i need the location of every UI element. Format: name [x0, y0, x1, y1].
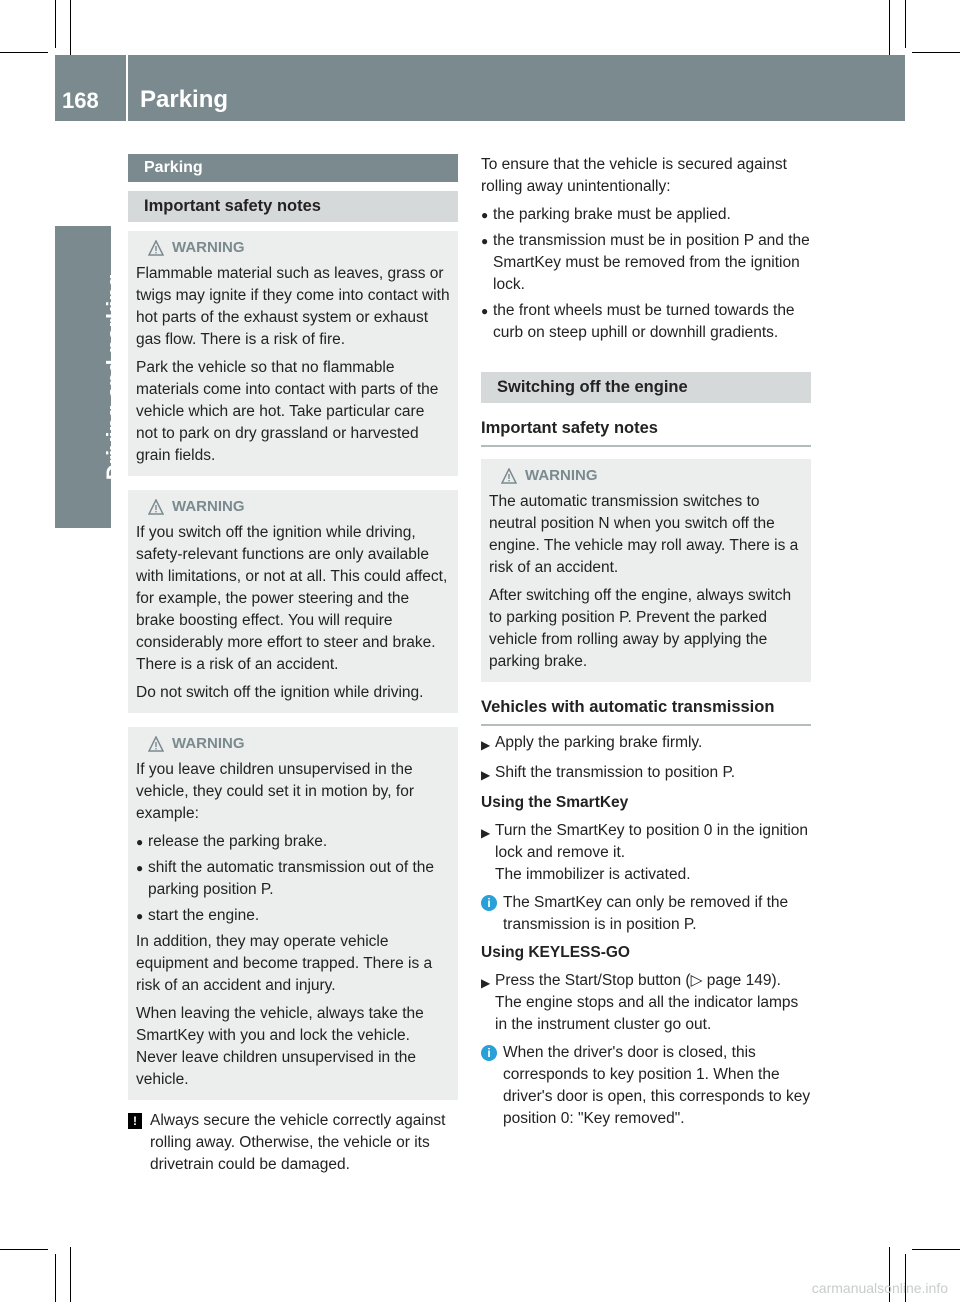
crop-mark	[70, 0, 71, 55]
warning-text: Do not switch off the ignition while driving.	[136, 684, 424, 701]
note	[128, 1110, 458, 1176]
section-bar-parking: Parking	[128, 154, 458, 182]
list-item-text: release the parking brake.	[148, 833, 328, 850]
step-arrow-icon: ▶	[481, 738, 491, 752]
step-text: Turn the SmartKey to position 0 in the ignition lock and remove it.	[495, 822, 809, 861]
subheading: Important safety notes	[481, 411, 811, 447]
list-item	[136, 857, 450, 901]
list-item	[136, 905, 450, 927]
crop-mark	[905, 0, 906, 48]
list-item	[481, 300, 811, 344]
list-item	[481, 204, 811, 226]
list-item-text: the transmission must be in position P and the SmartKey must be removed from the ignition lock.	[493, 232, 810, 293]
step-result: The immobilizer is activated.	[495, 866, 691, 883]
crop-mark	[889, 0, 890, 55]
info-icon: i	[481, 1045, 497, 1061]
warning-text: Flammable material such as leaves, grass or twigs may ignite if they come into contact with hot parts of the exhaust system or exhaust gas flow. There is a risk of fire.	[136, 265, 450, 348]
warning-header	[148, 733, 450, 755]
method-heading: Using the SmartKey	[481, 794, 629, 811]
crop-mark	[0, 52, 48, 53]
step-arrow-icon: ▶	[481, 826, 491, 840]
subsection-bar-safety: Important safety notes	[128, 191, 458, 222]
step-arrow-icon: ▶	[481, 976, 491, 990]
header-title: Parking	[140, 86, 229, 113]
warning-triangle-icon	[148, 240, 164, 256]
subheading: Vehicles with automatic transmission	[481, 690, 811, 726]
warning-box	[128, 231, 458, 476]
header-divider	[126, 55, 128, 121]
step-result: The engine stops and all the indicator lamps in the instrument cluster go out.	[495, 994, 799, 1033]
note-text: Always secure the vehicle correctly against rolling away. Otherwise, the vehicle or its drivetrain could be damaged.	[150, 1112, 446, 1173]
warning-text: The automatic transmission switches to neutral position N when you switch off the engine. The vehicle may roll away. There is a risk of an accident.	[489, 493, 799, 576]
bullet-icon: ●	[136, 861, 144, 875]
warning-text: When leaving the vehicle, always take the SmartKey with you and lock the vehicle. Never leave children unsupervised in the vehicle.	[136, 1005, 424, 1088]
warning-text: If you switch off the ignition while driving, safety-relevant functions are only available with limitations, or not at all. This could affect, for example, the power steering and the brake boosting effect. You will require considerably more effort to steer and brake. There is a risk of an accident.	[136, 524, 448, 673]
warning-triangle-icon	[148, 736, 164, 752]
step-text: Press the Start/Stop button (▷ page 149).	[495, 972, 781, 989]
chapter-tab	[55, 226, 127, 528]
info-note	[481, 892, 811, 936]
warning-header	[148, 237, 450, 259]
warning-box	[128, 727, 458, 1100]
intro-text: To ensure that the vehicle is secured against rolling away unintentionally:	[481, 156, 787, 195]
crop-mark	[55, 1254, 56, 1302]
warning-box	[128, 490, 458, 713]
bullet-icon: ●	[136, 909, 144, 923]
instruction-step	[481, 762, 811, 786]
warning-triangle-icon	[501, 468, 517, 484]
step-text: Apply the parking brake firmly.	[495, 734, 703, 751]
crop-mark	[0, 1249, 48, 1250]
warning-header	[501, 465, 803, 487]
left-column	[128, 154, 458, 1176]
page-number: 168	[62, 88, 99, 113]
step-arrow-icon: ▶	[481, 768, 491, 782]
watermark: carmanualsonline.info	[811, 1280, 948, 1296]
crop-mark	[70, 1247, 71, 1302]
method-heading: Using KEYLESS-GO	[481, 944, 630, 961]
warning-label: WARNING	[172, 735, 245, 752]
chapter-tab-label: Driving and parking	[102, 273, 127, 481]
info-text: The SmartKey can only be removed if the transmission is in position P.	[503, 894, 789, 933]
warning-label: WARNING	[172, 239, 245, 256]
warning-text: After switching off the engine, always switch to parking position P. Prevent the parked vehicle from rolling away by applying the parking brake.	[489, 587, 792, 670]
bullet-icon: ●	[481, 304, 489, 318]
info-icon: i	[481, 895, 497, 911]
warning-label: WARNING	[172, 498, 245, 515]
step-text: Shift the transmission to position P.	[495, 764, 736, 781]
bullet-icon: ●	[136, 835, 144, 849]
section-bar-switching-off: Switching off the engine	[481, 372, 811, 403]
warning-text: If you leave children unsupervised in the vehicle, they could set it in motion by, for example:	[136, 761, 414, 822]
list-item	[481, 230, 811, 296]
instruction-step	[481, 820, 811, 886]
warning-label: WARNING	[525, 467, 598, 484]
warning-triangle-icon	[148, 499, 164, 515]
bullet-icon: ●	[481, 208, 489, 222]
list-item-text: start the engine.	[148, 907, 260, 924]
warning-text: Park the vehicle so that no flammable materials come into contact with parts of the vehicle which are hot. Take particular care not to park on dry grassland or harvested grain fields.	[136, 359, 439, 464]
crop-mark	[912, 52, 960, 53]
instruction-step	[481, 970, 811, 1036]
info-note	[481, 1042, 811, 1130]
instruction-step	[481, 732, 811, 756]
list-item	[136, 831, 450, 853]
list-item-text: the front wheels must be turned towards the curb on steep uphill or downhill gradients.	[493, 302, 795, 341]
list-item-text: shift the automatic transmission out of the parking position P.	[148, 859, 435, 898]
list-item-text: the parking brake must be applied.	[493, 206, 731, 223]
bullet-icon: ●	[481, 234, 489, 248]
warning-header	[148, 496, 450, 518]
crop-mark	[55, 0, 56, 48]
info-text: When the driver's door is closed, this corresponds to key position 1. When the driver's door is open, this corresponds to key position 0: "Key removed".	[503, 1044, 811, 1127]
warning-text: In addition, they may operate vehicle equipment and become trapped. There is a risk of an accident and injury.	[136, 933, 433, 994]
right-column	[481, 154, 811, 1136]
exclamation-icon: !	[128, 1113, 142, 1129]
crop-mark	[912, 1249, 960, 1250]
warning-box	[481, 459, 811, 682]
